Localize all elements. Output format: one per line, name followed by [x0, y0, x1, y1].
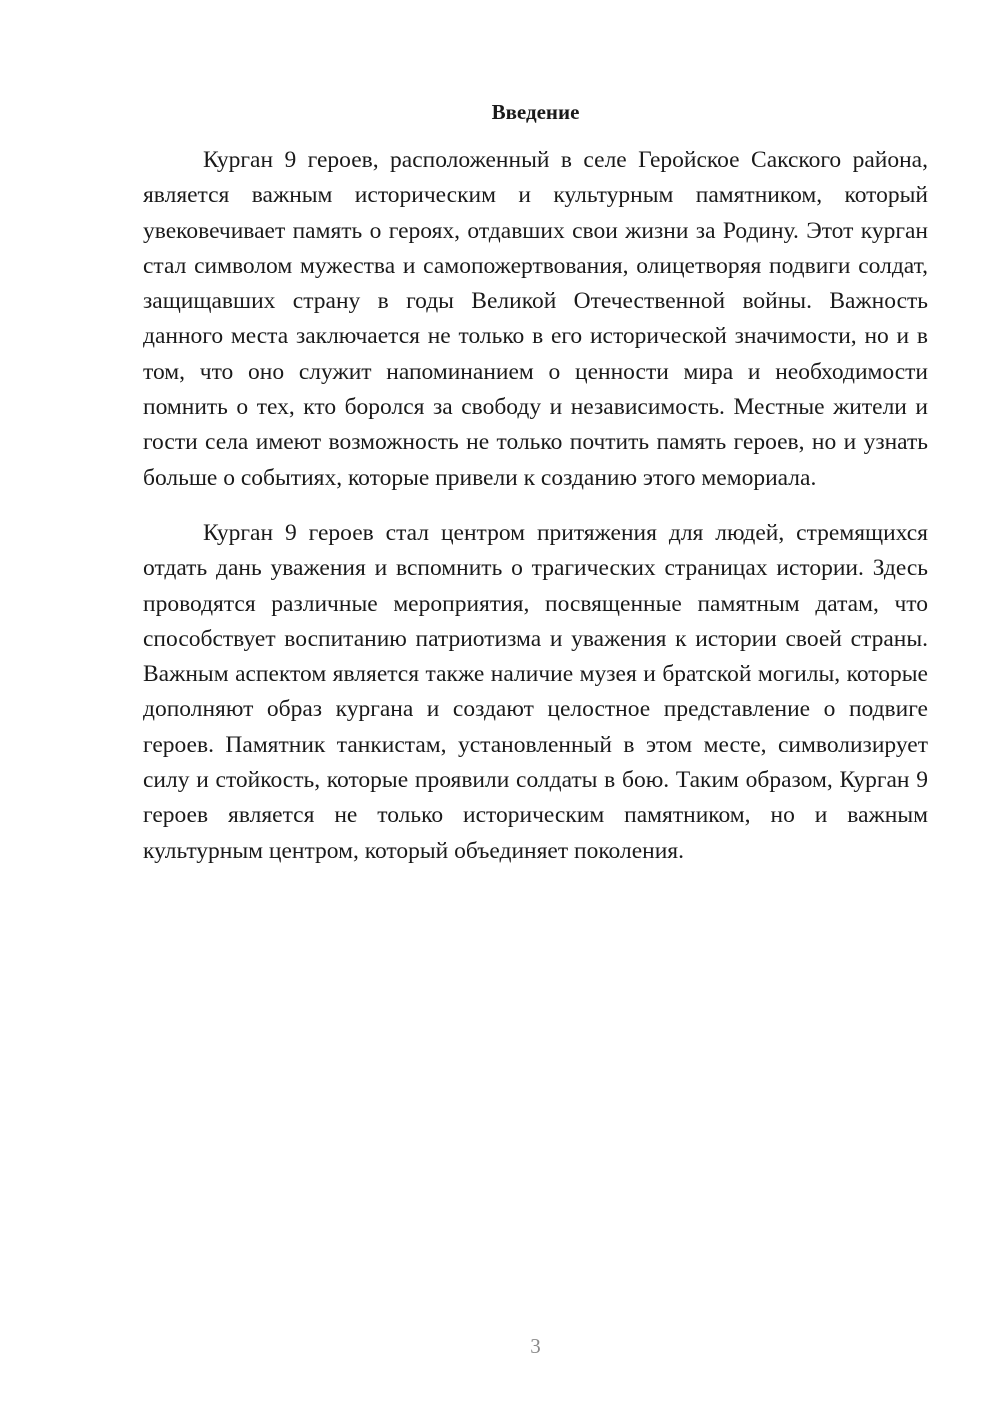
paragraph: Курган 9 героев стал центром притяжения для людей, стремящихся отдать дань уважения и вспомнить о трагических страницах истории. Здесь проводятся различные мероприятия, посвященные памятным датам, что способствует воспитанию патриотизма и уважения к истории своей страны. Важным аспектом является также наличие музея и братской могилы, которые дополняют образ кургана и создают целостное представление о подвиге героев. Памятник танкистам, установленный в этом месте, символизирует силу и стойкость, которые проявили солдаты в бою. Таким образом, Курган 9 героев является не только историческим памятником, но и важным культурным центром, который объединяет поколения. [143, 519, 928, 864]
section-title: Введение [491, 100, 580, 124]
body-text [143, 143, 928, 869]
paragraph: Курган 9 героев, расположенный в селе Геройское Сакского района, является важным историческим и культурным памятником, который увековечивает память о героях, отдавших свои жизни за Родину. Этот курган стал символом мужества и самопожертвования, олицетворяя подвиги солдат, защищавших страну в годы Великой Отечественной войны. Важность данного места заключается не только в его исторической значимости, но и в том, что оно служит напоминанием о ценности мира и необходимости помнить о тех, кто боролся за свободу и независимость. Местные жители и гости села имеют возможность не только почтить память героев, но и узнать больше о событиях, которые привели к созданию этого мемориала. [143, 147, 928, 491]
page-number: 3 [530, 1334, 541, 1358]
